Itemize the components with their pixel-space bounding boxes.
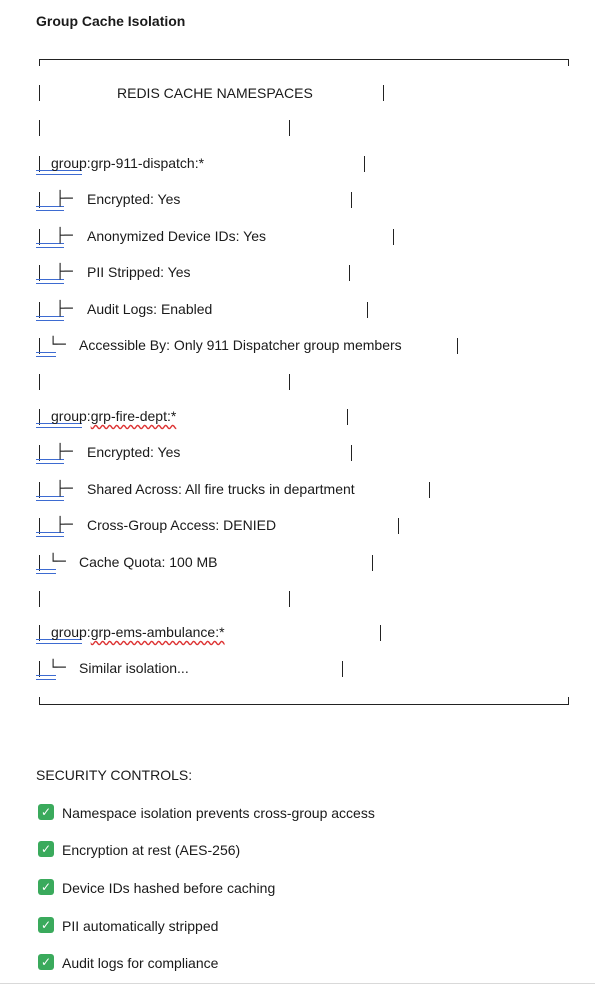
box-right-bar <box>457 338 458 354</box>
item-text: Shared Across: All fire trucks in department <box>87 481 355 497</box>
page-edge-divider <box>0 983 595 984</box>
box-left-bar <box>39 85 40 101</box>
namespace-label: group:grp-fire-dept:* <box>51 408 177 424</box>
tree-branch: ├─ <box>56 481 73 497</box>
check-mark-icon: ✓ <box>38 954 54 970</box>
security-item: Audit logs for compliance <box>62 955 219 971</box>
box-right-bar <box>429 482 430 498</box>
check-mark-icon: ✓ <box>38 879 54 895</box>
namespace-name: grp-fire-dept:* <box>90 408 177 424</box>
security-item: Device IDs hashed before caching <box>62 880 276 896</box>
box-right-bar <box>372 555 373 571</box>
box-left-bar <box>39 591 40 607</box>
tree-branch: ├─ <box>56 264 73 280</box>
item-text: PII Stripped: Yes <box>87 264 191 280</box>
box-right-bar <box>349 265 350 281</box>
box-right-bar <box>367 302 368 318</box>
tree-branch: ├─ <box>56 301 73 317</box>
box-right-bar <box>289 374 290 390</box>
box-right-bar <box>289 591 290 607</box>
box-heading: REDIS CACHE NAMESPACES <box>117 85 313 101</box>
security-item: Encryption at rest (AES-256) <box>62 842 241 858</box>
tree-branch: ├─ <box>56 517 73 533</box>
check-mark-icon: ✓ <box>38 804 54 820</box>
box-right-bar <box>393 229 394 245</box>
box-left-bar <box>39 374 40 390</box>
item-text: Accessible By: Only 911 Dispatcher group members <box>79 337 402 353</box>
namespace-name: grp-ems-ambulance:* <box>90 624 225 640</box>
box-right-bar <box>383 85 384 101</box>
box-right-bar <box>380 625 381 641</box>
box-right-bar <box>351 445 352 461</box>
security-heading: SECURITY CONTROLS: <box>36 767 193 783</box>
box-right-bar <box>289 120 290 136</box>
item-text: Anonymized Device IDs: Yes <box>87 228 266 244</box>
box-right-bar <box>351 192 352 208</box>
tree-branch: └─ <box>49 660 66 676</box>
namespace-label: group:grp-ems-ambulance:* <box>51 624 225 640</box>
check-mark-icon: ✓ <box>38 841 54 857</box>
box-right-bar <box>398 518 399 534</box>
check-mark-icon: ✓ <box>38 917 54 933</box>
item-text: Encrypted: Yes <box>87 444 181 460</box>
box-bottom-border <box>39 697 569 705</box>
item-text: Similar isolation... <box>79 660 189 676</box>
box-right-bar <box>364 156 365 172</box>
item-text: Encrypted: Yes <box>87 191 181 207</box>
namespace-label: group:grp-911-dispatch:* <box>51 155 205 171</box>
box-top-border <box>39 59 569 66</box>
tree-branch: └─ <box>49 337 66 353</box>
box-right-bar <box>342 661 343 677</box>
tree-branch: ├─ <box>56 191 73 207</box>
tree-branch: └─ <box>49 554 66 570</box>
box-left-bar <box>39 120 40 136</box>
document-title: Group Cache Isolation <box>36 13 186 29</box>
security-item: Namespace isolation prevents cross-group access <box>62 805 375 821</box>
item-text: Audit Logs: Enabled <box>87 301 213 317</box>
tree-branch: ├─ <box>56 228 73 244</box>
item-text: Cache Quota: 100 MB <box>79 554 218 570</box>
item-text: Cross-Group Access: DENIED <box>87 517 277 533</box>
security-item: PII automatically stripped <box>62 918 219 934</box>
box-right-bar <box>347 409 348 425</box>
tree-branch: ├─ <box>56 444 73 460</box>
